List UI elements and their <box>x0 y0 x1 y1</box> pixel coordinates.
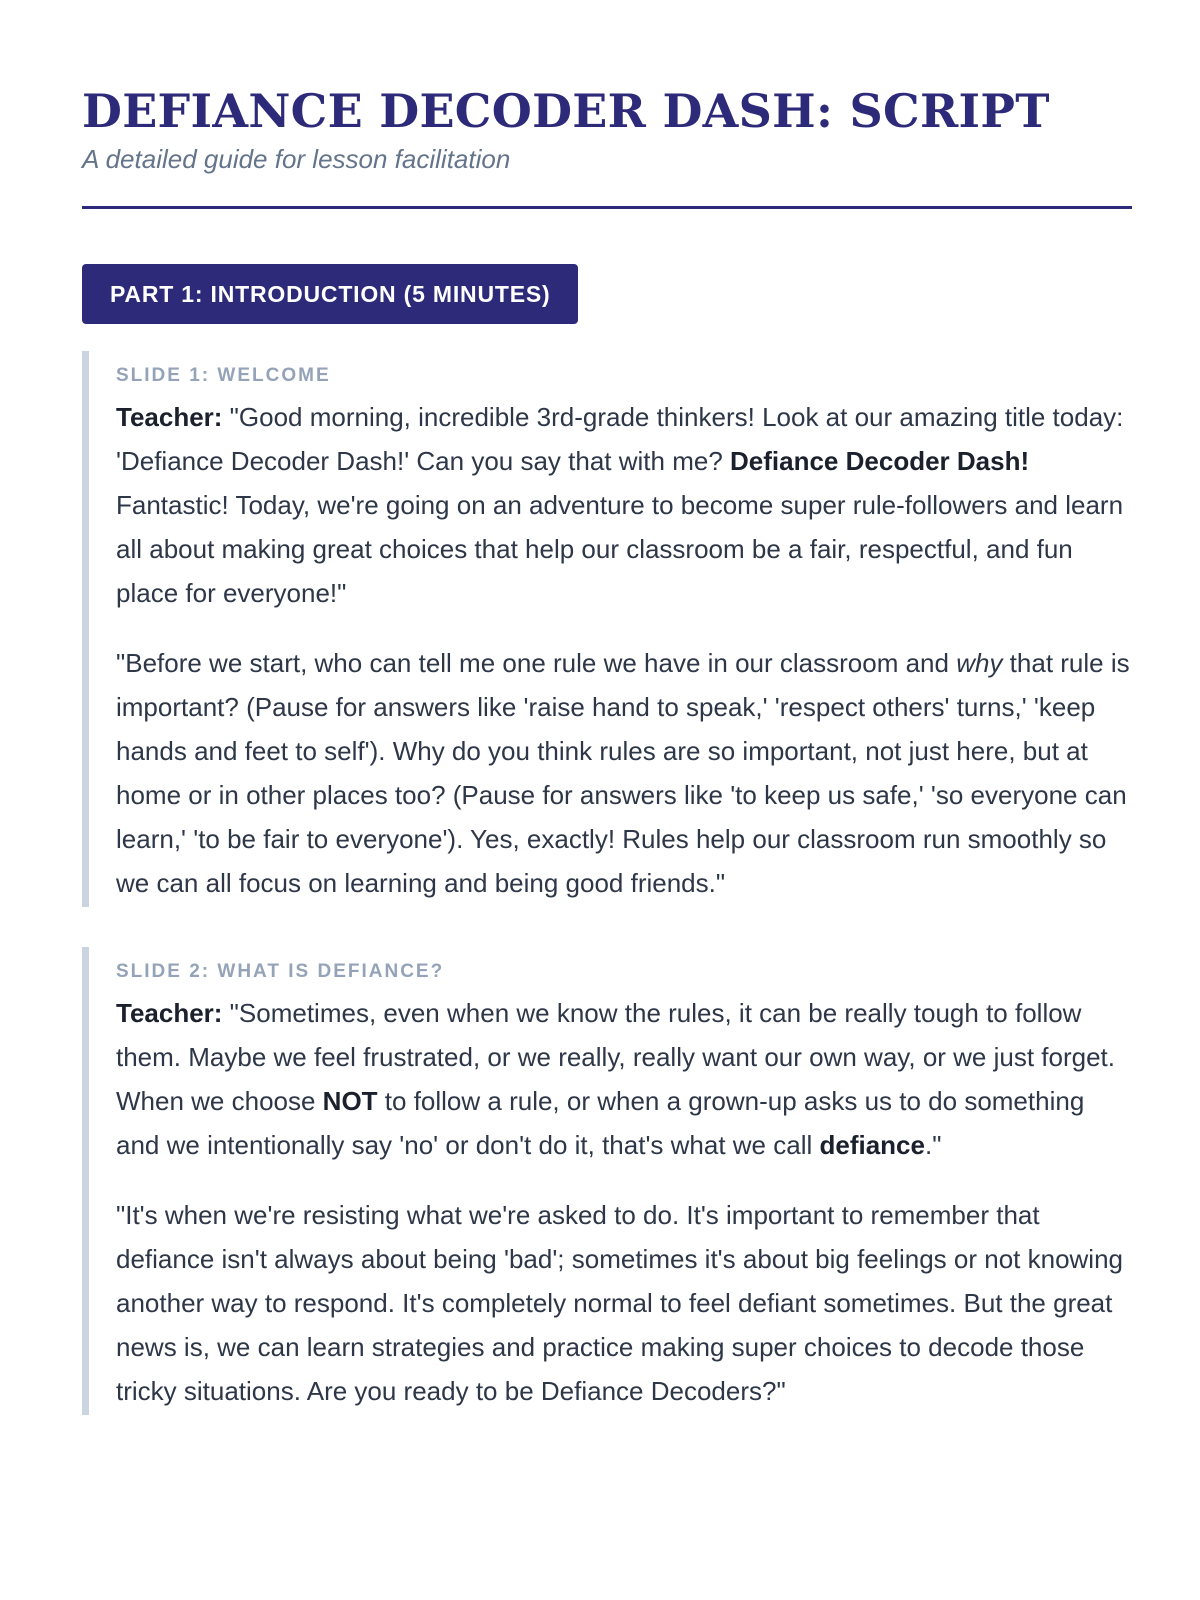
emphasis-text: Defiance Decoder Dash! <box>730 446 1030 476</box>
slide-section-what-is-defiance <box>82 947 1132 1415</box>
script-paragraph <box>116 991 1132 1167</box>
title-divider <box>82 206 1132 209</box>
slide-section-welcome <box>82 351 1132 907</box>
part-heading-introduction: PART 1: INTRODUCTION (5 MINUTES) <box>82 264 578 324</box>
script-text: that rule is important? (Pause for answers like 'raise hand to speak,' 'respect others' turns,' 'keep hands and feet to self'). Why do you think rules are so important, not just here, but at home or in other places too? (Pause for answers like 'to keep us safe,' 'so everyone can learn,' 'to be fair to everyone'). Yes, exactly! Rules help our classroom run smoothly so we can all focus on learning and being good friends." <box>116 648 1130 898</box>
page-title: DEFIANCE DECODER DASH: SCRIPT <box>82 84 1050 138</box>
script-paragraph <box>116 395 1132 615</box>
italic-emphasis: why <box>956 648 1003 678</box>
slide-label: SLIDE 2: WHAT IS DEFIANCE? <box>116 961 445 982</box>
script-paragraph <box>116 641 1132 905</box>
emphasis-text: NOT <box>322 1086 378 1116</box>
document-page <box>82 0 1132 1415</box>
slide-label: SLIDE 1: WELCOME <box>116 365 331 386</box>
script-text: "Before we start, who can tell me one rule we have in our classroom and <box>116 648 957 678</box>
script-text: "Sometimes, even when we know the rules, it can be really tough to follow them. Maybe we feel frustrated, or we really, really want our own way, or we just forget. When we choose <box>116 998 1116 1116</box>
script-text: ." <box>924 1130 942 1160</box>
emphasis-text: defiance <box>819 1130 925 1160</box>
script-text: Fantastic! Today, we're going on an adventure to become super rule-followers and learn all about making great choices that help our classroom be a fair, respectful, and fun place for everyone!" <box>116 490 1124 608</box>
page-subtitle: A detailed guide for lesson facilitation <box>82 144 511 174</box>
script-text: "Good morning, incredible 3rd-grade thinkers! Look at our amazing title today: 'Defiance Decoder Dash!' Can you say that with me? <box>116 402 1124 476</box>
speaker-label: Teacher: <box>116 998 223 1028</box>
script-paragraph: "It's when we're resisting what we're asked to do. It's important to remember that defiance isn't always about being 'bad'; sometimes it's about big feelings or not knowing another way to respond. It's completely normal to feel defiant sometimes. But the great news is, we can learn strategies and practice making super choices to decode those tricky situations. Are you ready to be Defiance Decoders?" <box>116 1200 1124 1406</box>
speaker-label: Teacher: <box>116 402 223 432</box>
script-text: to follow a rule, or when a grown-up asks us to do something and we intentionally say 'no' or don't do it, that's what we call <box>116 1086 1085 1160</box>
